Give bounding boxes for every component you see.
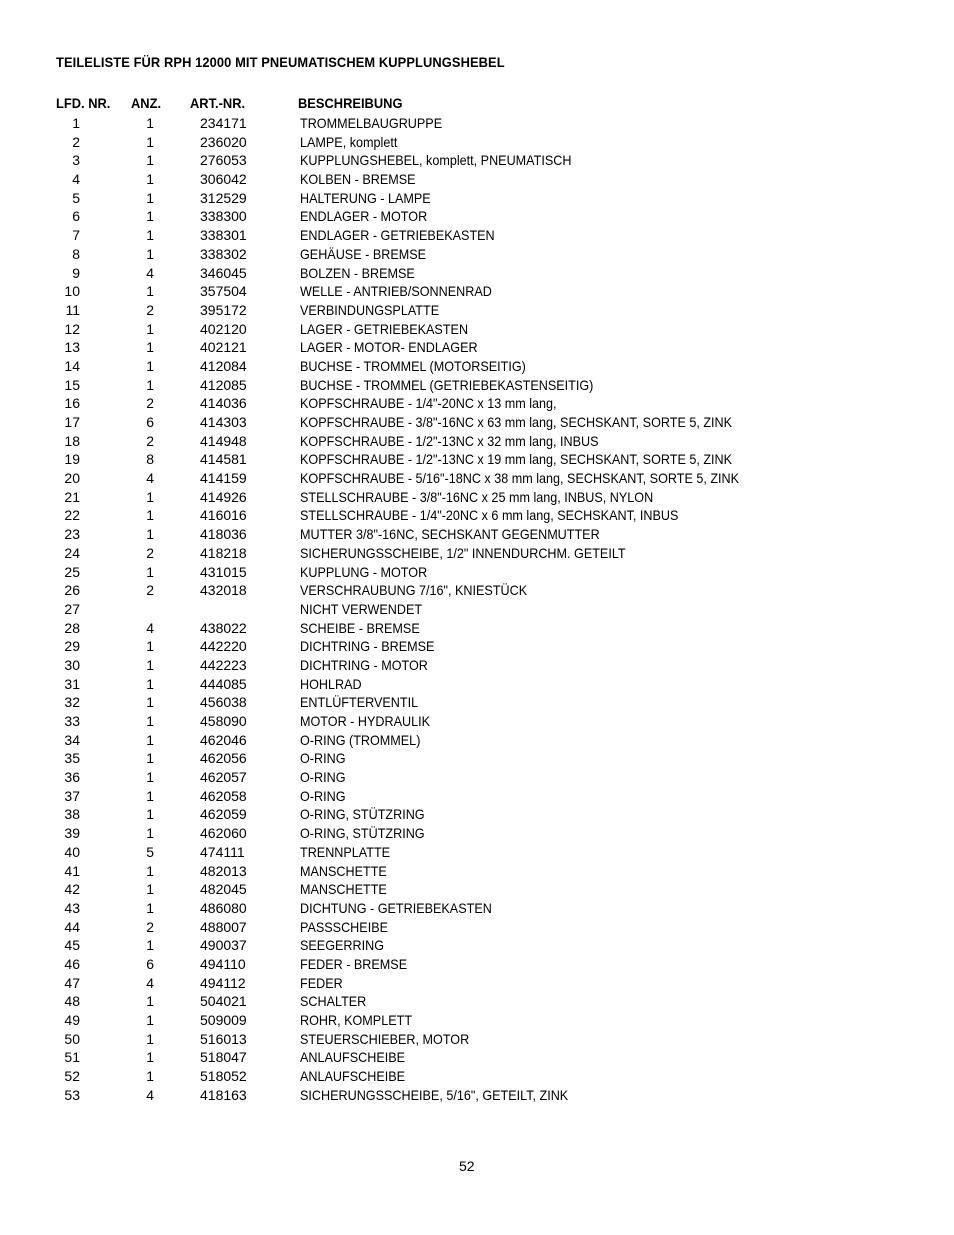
parts-list [0, 114, 954, 1104]
row-lfd-nr: 38 [64, 806, 80, 823]
row-lfd-nr: 25 [64, 563, 80, 580]
row-anz: 4 [146, 1086, 154, 1103]
row-beschreibung: ENTLÜFTERVENTIL [300, 694, 419, 711]
table-row [0, 936, 954, 955]
row-anz: 2 [146, 301, 154, 318]
row-lfd-nr: 36 [64, 769, 80, 786]
row-lfd-nr: 41 [64, 862, 80, 879]
row-anz: 4 [146, 974, 154, 991]
table-row [0, 357, 954, 376]
row-beschreibung: DICHTRING - MOTOR [300, 656, 428, 673]
row-art-nr: 402121 [200, 339, 247, 356]
row-beschreibung: BOLZEN - BREMSE [300, 264, 415, 281]
row-beschreibung: ENDLAGER - MOTOR [300, 208, 428, 225]
table-row [0, 544, 954, 563]
row-art-nr: 414948 [200, 432, 247, 449]
row-anz: 1 [146, 1012, 154, 1028]
row-art-nr: 462057 [200, 769, 247, 786]
row-anz: 1 [146, 899, 154, 916]
table-row [0, 394, 954, 413]
row-anz: 1 [146, 638, 154, 655]
table-row [0, 488, 954, 507]
row-beschreibung: ANLAUFSCHEIBE [300, 1068, 406, 1085]
row-lfd-nr: 43 [64, 899, 80, 916]
row-anz: 1 [146, 656, 154, 673]
row-beschreibung: SICHERUNGSSCHEIBE, 1/2" INNENDURCHM. GETEILT [300, 544, 626, 561]
row-anz: 1 [146, 133, 154, 150]
table-row [0, 245, 954, 264]
row-art-nr: 482013 [200, 862, 247, 879]
row-lfd-nr: 2 [72, 133, 80, 150]
row-art-nr: 414303 [200, 414, 247, 430]
row-beschreibung: SCHEIBE - BREMSE [300, 619, 420, 636]
row-art-nr: 338301 [200, 227, 247, 244]
row-beschreibung: SEEGERRING [300, 937, 385, 954]
table-row [0, 189, 954, 208]
row-anz: 4 [146, 264, 154, 281]
row-beschreibung: ENDLAGER - GETRIEBEKASTEN [300, 227, 495, 244]
table-row [0, 506, 954, 525]
row-beschreibung: TROMMELBAUGRUPPE [300, 115, 443, 131]
row-lfd-nr: 46 [64, 955, 80, 972]
row-lfd-nr: 12 [64, 320, 80, 337]
table-row [0, 301, 954, 320]
row-lfd-nr: 5 [72, 189, 80, 206]
row-lfd-nr: 11 [65, 301, 80, 318]
row-beschreibung: LAGER - GETRIEBEKASTEN [300, 320, 469, 337]
row-lfd-nr: 42 [64, 881, 80, 898]
row-art-nr: 494112 [200, 974, 246, 991]
row-anz: 2 [146, 544, 154, 561]
row-beschreibung: TRENNPLATTE [300, 843, 391, 860]
row-anz: 1 [146, 227, 154, 244]
header-beschreibung: BESCHREIBUNG [298, 95, 403, 111]
row-lfd-nr: 34 [64, 731, 80, 748]
row-art-nr: 418163 [200, 1086, 247, 1103]
table-row [0, 974, 954, 993]
row-art-nr: 414159 [200, 470, 247, 487]
row-anz: 1 [146, 1030, 154, 1047]
row-anz: 2 [146, 582, 154, 599]
row-art-nr: 509009 [200, 1012, 247, 1028]
table-row [0, 1048, 954, 1067]
row-lfd-nr: 21 [64, 488, 80, 505]
row-anz: 6 [146, 955, 154, 972]
table-row [0, 581, 954, 600]
row-anz: 1 [146, 152, 154, 169]
row-art-nr: 338300 [200, 208, 247, 225]
table-row [0, 918, 954, 937]
row-lfd-nr: 52 [64, 1068, 80, 1085]
row-art-nr: 414036 [200, 395, 247, 412]
table-row [0, 1030, 954, 1049]
row-art-nr: 488007 [200, 918, 247, 935]
table-row [0, 563, 954, 582]
row-art-nr: 518047 [200, 1049, 247, 1066]
row-anz: 1 [146, 563, 154, 580]
row-lfd-nr: 53 [64, 1086, 80, 1103]
row-anz: 1 [146, 750, 154, 767]
row-art-nr: 416016 [200, 507, 247, 524]
row-lfd-nr: 10 [64, 283, 80, 300]
row-lfd-nr: 20 [64, 470, 80, 487]
row-anz: 1 [146, 320, 154, 337]
table-row [0, 619, 954, 638]
row-beschreibung: HALTERUNG - LAMPE [300, 189, 431, 206]
row-art-nr: 482045 [200, 881, 247, 898]
row-lfd-nr: 45 [64, 937, 80, 954]
row-anz: 1 [146, 675, 154, 692]
row-lfd-nr: 49 [64, 1012, 80, 1028]
row-art-nr: 346045 [200, 264, 247, 281]
table-row [0, 226, 954, 245]
table-row [0, 376, 954, 395]
row-anz: 1 [146, 526, 154, 543]
row-anz: 1 [146, 862, 154, 879]
row-art-nr: 458090 [200, 713, 247, 729]
table-row [0, 955, 954, 974]
row-beschreibung: WELLE - ANTRIEB/SONNENRAD [300, 283, 492, 300]
table-row [0, 749, 954, 768]
row-anz: 2 [146, 432, 154, 449]
row-anz: 1 [146, 713, 154, 729]
row-lfd-nr: 1 [72, 115, 80, 131]
row-art-nr: 357504 [200, 283, 247, 300]
row-art-nr: 414581 [200, 451, 247, 468]
table-row [0, 805, 954, 824]
table-row [0, 264, 954, 283]
row-lfd-nr: 35 [64, 750, 80, 767]
row-lfd-nr: 14 [64, 357, 80, 374]
row-lfd-nr: 44 [64, 918, 80, 935]
row-anz: 1 [146, 488, 154, 505]
row-art-nr: 338302 [200, 245, 247, 262]
row-anz: 1 [146, 208, 154, 225]
row-anz: 1 [146, 339, 154, 356]
table-row [0, 787, 954, 806]
row-lfd-nr: 4 [72, 171, 80, 188]
row-lfd-nr: 51 [64, 1049, 80, 1066]
row-anz: 8 [146, 451, 154, 468]
row-anz: 2 [146, 395, 154, 412]
row-beschreibung: KOPFSCHRAUBE - 1/4"-20NC x 13 mm lang, [300, 395, 557, 412]
table-row [0, 450, 954, 469]
row-lfd-nr: 3 [72, 152, 80, 169]
row-beschreibung: VERSCHRAUBUNG 7/16", KNIESTÜCK [300, 582, 528, 599]
row-beschreibung: DICHTUNG - GETRIEBEKASTEN [300, 899, 492, 916]
row-anz: 1 [146, 731, 154, 748]
row-lfd-nr: 50 [64, 1030, 80, 1047]
table-row [0, 656, 954, 675]
table-row [0, 862, 954, 881]
row-beschreibung: KOPFSCHRAUBE - 1/2"-13NC x 32 mm lang, INBUS [300, 432, 599, 449]
table-row [0, 1011, 954, 1030]
row-lfd-nr: 19 [64, 451, 80, 468]
table-row [0, 320, 954, 339]
row-art-nr: 418218 [200, 544, 247, 561]
row-beschreibung: O-RING, STÜTZRING [300, 806, 425, 823]
row-lfd-nr: 48 [64, 993, 80, 1010]
table-row [0, 675, 954, 694]
row-beschreibung: STEUERSCHIEBER, MOTOR [300, 1030, 470, 1047]
row-art-nr: 412084 [200, 357, 247, 374]
row-beschreibung: GEHÄUSE - BREMSE [300, 245, 427, 262]
row-art-nr: 474111 [200, 843, 245, 860]
row-art-nr: 462046 [200, 731, 247, 748]
row-beschreibung: DICHTRING - BREMSE [300, 638, 435, 655]
row-beschreibung: VERBINDUNGSPLATTE [300, 301, 440, 318]
row-lfd-nr: 33 [64, 713, 80, 729]
row-anz: 2 [146, 918, 154, 935]
row-lfd-nr: 6 [72, 208, 80, 225]
row-art-nr: 402120 [200, 320, 247, 337]
row-art-nr: 518052 [200, 1068, 247, 1085]
table-row [0, 899, 954, 918]
row-beschreibung: LAGER - MOTOR- ENDLAGER [300, 339, 478, 356]
table-row [0, 880, 954, 899]
row-beschreibung: KUPPLUNG - MOTOR [300, 563, 428, 580]
table-row [0, 637, 954, 656]
row-art-nr: 462059 [200, 806, 247, 823]
row-lfd-nr: 16 [64, 395, 80, 412]
row-beschreibung: O-RING [300, 769, 346, 786]
row-lfd-nr: 40 [64, 843, 80, 860]
row-lfd-nr: 9 [72, 264, 80, 281]
row-art-nr: 414926 [200, 488, 247, 505]
row-art-nr: 462056 [200, 750, 247, 767]
row-lfd-nr: 37 [64, 787, 80, 804]
row-lfd-nr: 13 [64, 339, 80, 356]
row-art-nr: 490037 [200, 937, 247, 954]
table-row [0, 768, 954, 787]
row-art-nr: 312529 [200, 189, 247, 206]
row-beschreibung: SICHERUNGSSCHEIBE, 5/16", GETEILT, ZINK [300, 1086, 569, 1103]
row-anz: 1 [146, 171, 154, 188]
row-anz: 1 [146, 825, 154, 842]
row-art-nr: 306042 [200, 171, 247, 188]
row-art-nr: 456038 [200, 694, 247, 711]
row-art-nr: 276053 [200, 152, 247, 169]
table-row [0, 1086, 954, 1105]
row-beschreibung: KOPFSCHRAUBE - 3/8"-16NC x 63 mm lang, SECHSKANT, SORTE 5, ZINK [300, 414, 733, 430]
row-beschreibung: KOLBEN - BREMSE [300, 171, 416, 188]
row-beschreibung: LAMPE, komplett [300, 133, 398, 150]
row-lfd-nr: 30 [64, 656, 80, 673]
row-anz: 1 [146, 507, 154, 524]
row-anz: 5 [146, 843, 154, 860]
table-row [0, 712, 954, 731]
row-lfd-nr: 24 [64, 544, 80, 561]
row-anz: 1 [146, 769, 154, 786]
row-art-nr: 444085 [200, 675, 247, 692]
row-beschreibung: MANSCHETTE [300, 862, 387, 879]
row-lfd-nr: 15 [64, 376, 80, 393]
row-beschreibung: FEDER - BREMSE [300, 955, 408, 972]
row-beschreibung: STELLSCHRAUBE - 1/4"-20NC x 6 mm lang, SECHSKANT, INBUS [300, 507, 679, 524]
row-art-nr: 236020 [200, 133, 247, 150]
row-anz: 4 [146, 470, 154, 487]
table-row [0, 992, 954, 1011]
row-lfd-nr: 47 [64, 974, 80, 991]
row-lfd-nr: 31 [64, 675, 80, 692]
row-art-nr: 432018 [200, 582, 247, 599]
row-anz: 1 [146, 283, 154, 300]
row-lfd-nr: 28 [64, 619, 80, 636]
row-anz: 1 [146, 189, 154, 206]
row-beschreibung: O-RING, STÜTZRING [300, 825, 425, 842]
table-row [0, 469, 954, 488]
row-art-nr: 516013 [200, 1030, 247, 1047]
row-art-nr: 438022 [200, 619, 247, 636]
row-beschreibung: PASSSCHEIBE [300, 918, 389, 935]
row-anz: 1 [146, 787, 154, 804]
row-beschreibung: BUCHSE - TROMMEL (GETRIEBEKASTENSEITIG) [300, 376, 594, 393]
row-art-nr: 418036 [200, 526, 247, 543]
row-beschreibung: MANSCHETTE [300, 881, 387, 898]
row-beschreibung: STELLSCHRAUBE - 3/8"-16NC x 25 mm lang, INBUS, NYLON [300, 488, 654, 505]
row-beschreibung: MUTTER 3/8"-16NC, SECHSKANT GEGENMUTTER [300, 526, 600, 543]
row-art-nr: 494110 [200, 955, 246, 972]
row-anz: 4 [146, 619, 154, 636]
row-beschreibung: ROHR, KOMPLETT [300, 1012, 413, 1028]
table-row [0, 170, 954, 189]
header-art-nr: ART.-NR. [190, 95, 246, 111]
header-anz: ANZ. [131, 95, 162, 111]
table-row [0, 413, 954, 432]
table-row [0, 824, 954, 843]
row-beschreibung: BUCHSE - TROMMEL (MOTORSEITIG) [300, 357, 526, 374]
row-lfd-nr: 23 [64, 526, 80, 543]
table-row [0, 207, 954, 226]
row-art-nr: 504021 [200, 993, 247, 1010]
row-anz: 1 [146, 937, 154, 954]
row-beschreibung: O-RING [300, 750, 346, 767]
row-anz: 1 [146, 245, 154, 262]
row-art-nr: 442220 [200, 638, 247, 655]
row-art-nr: 462058 [200, 787, 247, 804]
row-anz: 1 [146, 376, 154, 393]
row-anz: 1 [146, 1049, 154, 1066]
row-anz: 1 [146, 357, 154, 374]
row-lfd-nr: 22 [64, 507, 80, 524]
row-anz: 1 [146, 806, 154, 823]
table-row [0, 338, 954, 357]
table-row [0, 151, 954, 170]
table-row [0, 432, 954, 451]
row-beschreibung: ANLAUFSCHEIBE [300, 1049, 406, 1066]
table-row [0, 525, 954, 544]
row-art-nr: 395172 [200, 301, 247, 318]
row-art-nr: 442223 [200, 656, 247, 673]
table-row [0, 693, 954, 712]
table-row [0, 1067, 954, 1086]
row-anz: 1 [146, 115, 154, 131]
row-anz: 1 [146, 694, 154, 711]
row-lfd-nr: 7 [72, 227, 80, 244]
row-art-nr: 431015 [200, 563, 247, 580]
row-beschreibung: O-RING (TROMMEL) [300, 731, 421, 748]
row-beschreibung: NICHT VERWENDET [300, 600, 423, 617]
header-lfd-nr: LFD. NR. [56, 95, 111, 111]
table-row [0, 843, 954, 862]
row-beschreibung: KUPPLUNGSHEBEL, komplett, PNEUMATISCH [300, 152, 572, 169]
row-art-nr: 234171 [200, 115, 247, 131]
page-title: TEILELISTE FÜR RPH 12000 MIT PNEUMATISCHEM KUPPLUNGSHEBEL [56, 54, 505, 70]
row-art-nr: 462060 [200, 825, 247, 842]
table-row [0, 133, 954, 152]
row-lfd-nr: 29 [64, 638, 80, 655]
row-art-nr: 486080 [200, 899, 247, 916]
table-row [0, 731, 954, 750]
row-lfd-nr: 18 [64, 432, 80, 449]
row-lfd-nr: 17 [64, 414, 80, 430]
row-lfd-nr: 39 [64, 825, 80, 842]
row-art-nr: 412085 [200, 376, 247, 393]
row-beschreibung: KOPFSCHRAUBE - 5/16"-18NC x 38 mm lang, SECHSKANT, SORTE 5, ZINK [300, 470, 740, 487]
row-anz: 1 [146, 993, 154, 1010]
row-beschreibung: KOPFSCHRAUBE - 1/2"-13NC x 19 mm lang, SECHSKANT, SORTE 5, ZINK [300, 451, 733, 468]
row-anz: 1 [146, 881, 154, 898]
row-beschreibung: MOTOR - HYDRAULIK [300, 713, 430, 729]
page-number: 52 [459, 1158, 475, 1174]
row-beschreibung: HOHLRAD [300, 675, 362, 692]
row-lfd-nr: 32 [64, 694, 80, 711]
row-anz: 1 [146, 1068, 154, 1085]
table-row [0, 282, 954, 301]
table-row [0, 114, 954, 133]
row-beschreibung: SCHALTER [300, 993, 367, 1010]
row-beschreibung: FEDER [300, 974, 343, 991]
row-anz: 6 [146, 414, 154, 430]
table-row [0, 600, 954, 619]
row-beschreibung: O-RING [300, 787, 346, 804]
row-lfd-nr: 26 [64, 582, 80, 599]
row-lfd-nr: 27 [64, 600, 80, 617]
row-lfd-nr: 8 [72, 245, 80, 262]
